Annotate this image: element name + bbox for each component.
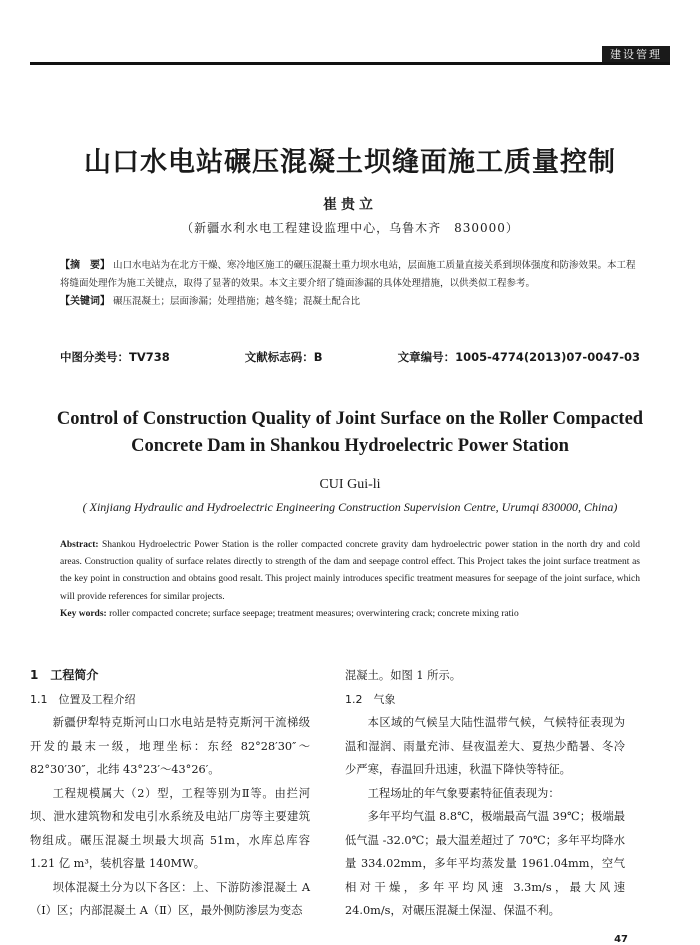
english-abstract-block <box>60 537 640 623</box>
document-code: 文献标志码：B <box>244 350 323 364</box>
header-rule <box>30 62 670 65</box>
english-keywords <box>60 606 640 623</box>
paragraph-climate: 本区域的气候呈大陆性温带气候，气候特征表现为温和湿润、雨量充沛、昼夜温差大、夏热少酷暑、冬冷少严寒，春温回升迅速，秋温下降快等特征。 <box>345 716 625 776</box>
chinese-abstract <box>60 257 640 293</box>
keywords-label: 【关键词】 <box>60 296 110 307</box>
chinese-title: 山口水电站碾压混凝土坝缝面施工质量控制 <box>84 147 616 178</box>
section-tag: 建设管理 <box>602 46 670 64</box>
page-number: 47 <box>614 934 628 945</box>
english-author: CUI Gui-li <box>319 477 381 492</box>
english-title <box>0 406 700 460</box>
paragraph-zones-continued: 混凝土。如图 1 所示。 <box>345 669 462 682</box>
abstract-text: 山口水电站为在北方干燥、寒冷地区施工的碾压混凝土重力坝水电站，层面施工质量直接关系到坝体强度和防渗效果。本工程将缝面处理作为施工关键点，取得了显著的效果。本文主要介绍了缝面渗漏的具体处理措施，以供类似工程参考。 <box>60 260 636 289</box>
subsection-heading-1-1: 1.1 位置及工程介绍 <box>30 692 136 706</box>
section-heading-1: 1 工程简介 <box>30 668 99 682</box>
en-abstract-text: Shankou Hydroelectric Power Station is the roller compacted concrete gravity dam hydroelectric power station in the north dry and cold areas. Construction quality of surface relates directly to strength of the dam and seepage control effect. This Project takes the joint surface treatment as the key point in construction and obtains good resalt. This project mainly introduces specific treatment measures for seepage of the joint surface, which will provide references for similar projects. <box>60 540 640 602</box>
english-title-line-2: Concrete Dam in Shankou Hydroelectric Power Station <box>131 436 569 456</box>
article-number: 文章编号：1005-4774(2013)07-0047-03 <box>397 350 640 364</box>
en-abstract-label: Abstract: <box>60 540 99 550</box>
subsection-heading-1-2: 1.2 气象 <box>345 692 396 706</box>
english-abstract <box>60 537 640 606</box>
paragraph-climate-values: 多年平均气温 8.8℃，极端最高气温 39℃；极端最低气温 -32.0℃；最大温差超过了 70℃；多年平均降水量 334.02mm，多年平均蒸发量 1961.04mm，空气相对干燥，多年平均风速 3.3m/s，最大风速 24.0m/s，对碾压混凝土保湿、保温不利。 <box>345 810 625 917</box>
paragraph-climate-intro: 工程场址的年气象要素特征值表现为： <box>367 786 560 800</box>
body-right-column <box>345 664 625 923</box>
english-title-line-1: Control of Construction Quality of Joint Surface on the Roller Compacted <box>56 409 644 429</box>
chinese-author: 崔贵立 <box>323 197 377 213</box>
english-affiliation: ( Xinjiang Hydraulic and Hydroelectric Engineering Construction Supervision Centre, Urumqi 830000, China) <box>82 500 618 514</box>
chinese-affiliation: （新疆水利水电工程建设监理中心，乌鲁木齐 830000） <box>181 221 519 235</box>
paragraph-zones: 坝体混凝土分为以下各区：上、下游防渗混凝土 A（Ⅰ）区；内部混凝土 A（Ⅱ）区，最外侧防渗层为变态 <box>30 880 310 917</box>
paragraph-scale: 工程规模属大（2）型，工程等别为Ⅱ等。由拦河坝、泄水建筑物和发电引水系统及电站厂房等主要建筑物组成。碾压混凝土坝最大坝高 51m，水库总库容 1.21 亿 m³，装机容量 140MW。 <box>30 786 310 870</box>
paragraph-location: 新疆伊犁特克斯河山口水电站是特克斯河干流梯级开发的最末一级，地理坐标：东经 82°28′30″～82°30′30″，北纬 43°23′～43°26′。 <box>30 716 310 776</box>
en-keywords-label: Key words: <box>60 608 107 619</box>
abstract-label: 【摘 要】 <box>60 260 110 271</box>
chinese-keywords <box>60 293 640 311</box>
classification-meta <box>60 349 640 365</box>
keywords-text: 碾压混凝土；层面渗漏；处理措施；越冬缝；混凝土配合比 <box>113 296 361 307</box>
en-keywords-text: roller compacted concrete; surface seepage; treatment measures; overwintering crack; concrete mixing ratio <box>109 608 519 619</box>
body-left-column <box>30 664 310 923</box>
clc-number: 中图分类号：TV738 <box>60 350 170 364</box>
chinese-abstract-block <box>60 257 640 311</box>
